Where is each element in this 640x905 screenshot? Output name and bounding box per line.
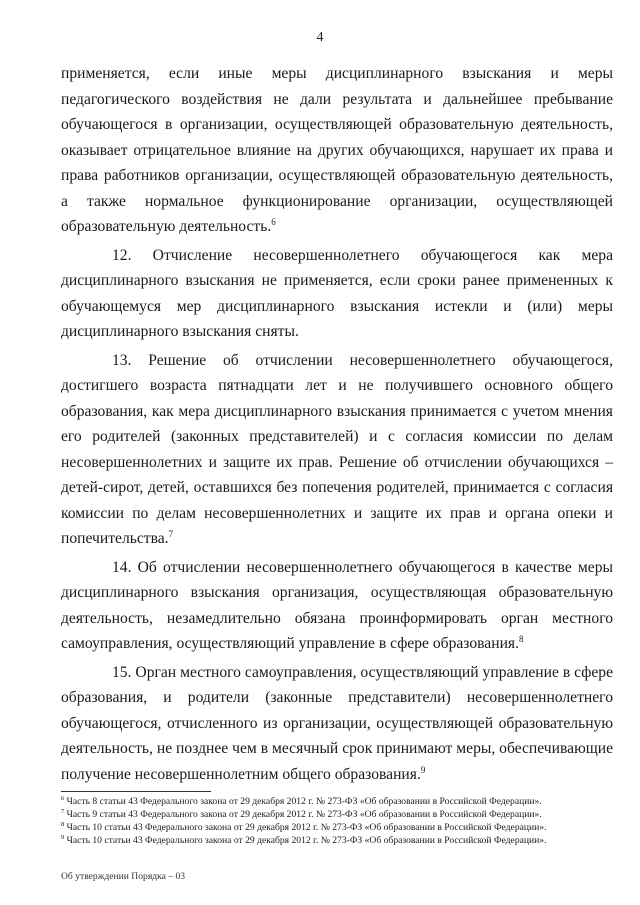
footnote-number: 7 (61, 807, 65, 815)
paragraph-12 (61, 243, 613, 345)
footnotes (61, 795, 621, 847)
page-number: 4 (316, 30, 324, 45)
paragraph-text: 15. Орган местного самоуправления, осуществляющий управление в сфере образования, и родители (законные представители) несовершеннолетнего обучающегося, отчисленного из организации, осуществляющей образовательную деятельность, не позднее чем в месячный срок принимают меры, обеспечивающие получение несовершеннолетним общего образования. (61, 663, 613, 783)
footnote-8 (61, 821, 621, 834)
footnote-text: Часть 9 статьи 43 Федерального закона от 29 декабря 2012 г. № 273-ФЗ «Об образовании в Российской Федерации». (66, 809, 542, 820)
footnote-ref[interactable]: 7 (168, 528, 174, 539)
footnote-7 (61, 808, 621, 821)
footnote-ref[interactable]: 9 (420, 764, 426, 775)
paragraph-14 (61, 555, 613, 657)
paragraph-15 (61, 660, 613, 788)
paragraph-text: 14. Об отчислении несовершеннолетнего обучающегося в качестве меры дисциплинарного взыскания организация, осуществляющая образовательную деятельность, незамедлительно обязана проинформировать орган местного самоуправления, осуществляющий управление в сфере образования. (61, 558, 613, 652)
body-text (61, 61, 613, 787)
paragraph-text: применяется, если иные меры дисциплинарного взыскания и меры педагогического воздействия не дали результата и дальнейшее пребывание обучающегося в организации, осуществляющей образовательную деятельность, оказывает отрицательное влияние на других обучающихся, нарушает их права и права работников организации, осуществляющей образовательную деятельность, а также нормальное функционирование организации, осуществляющей образовательную деятельность. (61, 65, 613, 235)
footnote-ref[interactable]: 6 (271, 216, 276, 227)
paragraph-text: 13. Решение об отчислении несовершеннолетнего обучающегося, достигшего возраста пятнадцати лет и не получившего основного общего образования, как мера дисциплинарного взыскания принимается с учетом мнения его родителей (законных представителей) и с согласия комиссии по делам несовершеннолетних и защите их прав. Решение об отчислении обучающихся – детей-сирот, детей, оставшихся без попечения родителей, принимается с согласия комиссии по делам несовершеннолетних и защите их прав и органа опеки и попечительства. (61, 351, 613, 547)
footnote-number: 9 (61, 833, 65, 841)
footnote-divider (61, 791, 211, 792)
footnote-text: Часть 10 статьи 43 Федерального закона от 29 декабря 2012 г. № 273-ФЗ «Об образовании в Российской Федерации». (66, 822, 547, 833)
paragraph-13 (61, 348, 613, 552)
footnote-number: 6 (61, 794, 65, 802)
footnote-text: Часть 10 статьи 43 Федерального закона от 29 декабря 2012 г. № 273-ФЗ «Об образовании в Российской Федерации». (66, 835, 547, 846)
footnote-text: Часть 8 статьи 43 Федерального закона от 29 декабря 2012 г. № 273-ФЗ «Об образовании в Российской Федерации». (66, 796, 542, 807)
footnote-number: 8 (61, 820, 65, 828)
paragraph-text: 12. Отчисление несовершеннолетнего обучающегося как мера дисциплинарного взыскания не применяется, если сроки ранее примененных к обучающемуся мер дисциплинарного взыскания истекли и (или) меры дисциплинарного взыскания сняты. (61, 246, 613, 340)
document-footer: Об утверждении Порядка – 03 (61, 871, 186, 882)
footnote-6 (61, 795, 621, 808)
footnote-ref[interactable]: 8 (519, 633, 524, 644)
footnote-9 (61, 834, 621, 847)
paragraph-continuation (61, 61, 613, 240)
